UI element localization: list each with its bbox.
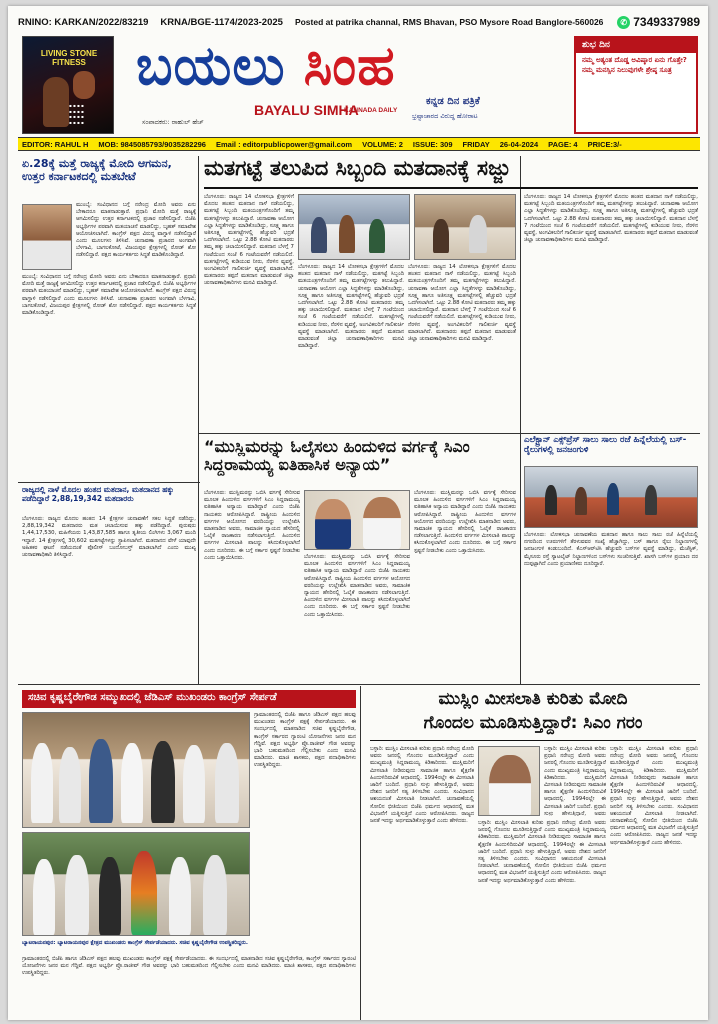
- person-figure: [339, 215, 355, 253]
- story-6-body-bottom: ಗ್ರಾಮಾಂತರದಲ್ಲಿ ಬಿಜೆಪಿ ಹಾಗೂ ಜೆಡಿಎಸ್ ಪಕ್ಷದ ಹಲವು ಮುಖಂಡರು ಕಾಂಗ್ರೆಸ್ ಪಕ್ಷಕ್ಕೆ ಸೇರ್ಪಡೆಯಾದರು. ಈ ಸಂದರ್ಭದಲ್ಲಿ ಮಾತನಾಡಿದ ಸಚಿವ ಕೃಷ್ಣಬೈರೇಗೌಡ, ಕಾಂಗ್ರೆಸ್ ಸರ್ಕಾರದ ಗ್ಯಾರಂಟಿ ಯೋಜನೆಗಳು ಜನರ ಮನ ಗೆದ್ದಿವೆ. ಪಕ್ಷದ ಅಭ್ಯರ್ಥಿ ಪ್ರೊ.ರಾಜೀವ್ ಗೌಡ ಅವರನ್ನು ಭಾರಿ ಬಹುಮತದಿಂದ ಗೆಲ್ಲಿಸಬೇಕು ಎಂದು ಮನವಿ ಮಾಡಿದರು. ಮಾಜಿ ಶಾಸಕರು, ಪಕ್ಷದ ಪದಾಧಿಕಾರಿಗಳು ಉಪಸ್ಥಿತರಿದ್ದರು.: [22, 956, 356, 977]
- person-figure: [215, 743, 239, 823]
- person-figure: [607, 483, 619, 515]
- ad-person-figure: [43, 77, 69, 127]
- story-1-headline: ಏ.28ಕ್ಕೆ ಮತ್ತೆ ರಾಜ್ಯಕ್ಕೆ ಮೋದಿ ಆಗಮನ, ಉತ್ತರ ಕರ್ನಾಟಕದಲ್ಲಿ ಮತಬೇಟೆ: [22, 158, 172, 183]
- column-divider: [198, 156, 199, 684]
- rni-number: RNINO: KARKAN/2022/83219: [18, 16, 149, 28]
- thought-of-the-day-box: [574, 36, 698, 134]
- story-4-body-col3: ಬೆಂಗಳೂರು: ಮುಸ್ಲಿಮರನ್ನು ಒಬಿಸಿ ವರ್ಗಕ್ಕೆ ಸೇರಿಸುವ ಮೂಲಕ ಹಿಂದುಳಿದ ವರ್ಗಗಳಿಗೆ ಸಿಎಂ ಸಿದ್ದರಾಮಯ್ಯ ಐತಿಹಾಸಿಕ ಅನ್ಯಾಯ ಮಾಡಿದ್ದಾರೆ ಎಂದು ಬಿಜೆಪಿ ನಾಯಕರು ಆರೋಪಿಸಿದ್ದಾರೆ. ರಾಷ್ಟ್ರೀಯ ಹಿಂದುಳಿದ ವರ್ಗಗಳ ಆಯೋಗದ ವರದಿಯನ್ನು ಉಲ್ಲೇಖಿಸಿ ಮಾತನಾಡಿದ ಅವರು, ಸಾಮಾಜಿಕ ನ್ಯಾಯದ ಹೆಸರಿನಲ್ಲಿ ಓಲೈಕೆ ರಾಜಕಾರಣ ನಡೆಸಲಾಗುತ್ತಿದೆ. ಹಿಂದುಳಿದ ವರ್ಗಗಳ ಮೀಸಲಾತಿ ಪಾಲನ್ನು ಕಸಿದುಕೊಳ್ಳಲಾಗಿದೆ ಎಂದು ದೂರಿದರು. ಈ ಬಗ್ಗೆ ಸರ್ಕಾರ ಸ್ಪಷ್ಟನೆ ನೀಡಬೇಕು ಎಂದು ಒತ್ತಾಯಿಸಿದರು.: [414, 490, 516, 554]
- fitness-advertisement: [22, 36, 114, 134]
- person-figure: [169, 857, 191, 935]
- congress-joining-photo-2: [22, 832, 250, 936]
- english-tagline: KANNADA DAILY: [344, 107, 398, 114]
- ad-title: LIVING STONE FITNESS: [40, 49, 98, 68]
- story-1-body-upper: ಮುಂಬೈ: ಸಂವಿಧಾನದ ಬಗ್ಗೆ ನರೇಂದ್ರ ಮೋದಿ ಅವರು ಏನು ಬೇಕಾದರೂ ಮಾತನಾಡುತ್ತಾರೆ. ಪ್ರಧಾನಿ ಮೋದಿ ಮತ್ತೆ ರಾಜ್ಯಕ್ಕೆ ಆಗಮಿಸಲಿದ್ದು ಉತ್ತರ ಕರ್ನಾಟಕದಲ್ಲಿ ಪ್ರಚಾರ ನಡೆಸಲಿದ್ದಾರೆ. ಬಿಜೆಪಿ ಅಭ್ಯರ್ಥಿಗಳ ಪರವಾಗಿ ಮತಯಾಚನೆ ಮಾಡಲಿದ್ದು, ಬೃಹತ್ ಸಮಾವೇಶ ಆಯೋಜಿಸಲಾಗಿದೆ. ಕಾಂಗ್ರೆಸ್ ಪಕ್ಷದ ವಿರುದ್ಧ ವಾಗ್ದಾಳಿ ನಡೆಸಲಿದ್ದಾರೆ ಎಂದು ಮೂಲಗಳು ತಿಳಿಸಿವೆ. ಚುನಾವಣಾ ಪ್ರಚಾರದ ಅಂಗವಾಗಿ ಬೆಳಗಾವಿ, ಬಾಗಲಕೋಟೆ, ವಿಜಯಪುರ ಕ್ಷೇತ್ರಗಳಲ್ಲಿ ರೋಡ್ ಶೋ ನಡೆಸಲಿದ್ದಾರೆ. ಪಕ್ಷದ ಕಾರ್ಯಕರ್ತರು ಸಿದ್ಧತೆ ಮಾಡಿಕೊಂಡಿದ್ದಾರೆ.: [76, 202, 196, 259]
- person-figure: [65, 855, 89, 935]
- person-figure: [183, 745, 205, 823]
- person-figure: [59, 747, 81, 823]
- story-6-caption: ಬ್ಯಾಟರಾಯನಪುರ: ಬ್ಯಾಟರಾಯನಪುರ ಕ್ಷೇತ್ರದ ಮುಖಂಡರು ಕಾಂಗ್ರೆಸ್ ಸೇರ್ಪಡೆಯಾದರು. ಸಚಿವ ಕೃಷ್ಣಬೈರೇಗೌಡ ಉಪಸ್ಥಿತರಿದ್ದರು.: [22, 940, 248, 946]
- date: 26-04-2024: [499, 139, 539, 149]
- person-figure: [489, 755, 531, 816]
- polling-staff-photo: [298, 194, 410, 260]
- slogan: ಭ್ರಷ್ಟಾಚಾರದ ವಿರುದ್ಧ ಹೋರಾಟ: [412, 112, 478, 120]
- story-6-headline: ಸಚಿವ ಕೃಷ್ಣಬೈರೇಗೌಡ ಸಮ್ಮುಖದಲ್ಲಿ ಜೆಡಿಎಸ್ ಮುಖಂಡರು ಕಾಂಗ್ರೆಸ್ ಸೇರ್ಪಡೆ: [22, 690, 356, 708]
- ad-price-list: ▪ ▪ ▪ ▪ ▪ ▪ ▪ ▪ ▪ ▪ ▪ ▪ ▪ ▪ ▪ ▪: [69, 103, 84, 125]
- story-6-body-col: ಗ್ರಾಮಾಂತರದಲ್ಲಿ ಬಿಜೆಪಿ ಹಾಗೂ ಜೆಡಿಎಸ್ ಪಕ್ಷದ ಹಲವು ಮುಖಂಡರು ಕಾಂಗ್ರೆಸ್ ಪಕ್ಷಕ್ಕೆ ಸೇರ್ಪಡೆಯಾದರು. ಈ ಸಂದರ್ಭದಲ್ಲಿ ಮಾತನಾಡಿದ ಸಚಿವ ಕೃಷ್ಣಬೈರೇಗೌಡ, ಕಾಂಗ್ರೆಸ್ ಸರ್ಕಾರದ ಗ್ಯಾರಂಟಿ ಯೋಜನೆಗಳು ಜನರ ಮನ ಗೆದ್ದಿವೆ. ಪಕ್ಷದ ಅಭ್ಯರ್ಥಿ ಪ್ರೊ.ರಾಜೀವ್ ಗೌಡ ಅವರನ್ನು ಭಾರಿ ಬಹುಮತದಿಂದ ಗೆಲ್ಲಿಸಬೇಕು ಎಂದು ಮನವಿ ಮಾಡಿದರು. ಮಾಜಿ ಶಾಸಕರು, ಪಕ್ಷದ ಪದಾಧಿಕಾರಿಗಳು ಉಪಸ್ಥಿತರಿದ್ದರು.: [254, 712, 356, 769]
- email: Email : editorpublicpower@gmail.com: [215, 139, 353, 149]
- masthead: [126, 32, 564, 132]
- person-figure: [31, 743, 53, 823]
- person-figure: [575, 487, 587, 515]
- posted-info: Posted at patrika channal, RMS Bhavan, PSO Mysore Road Banglore-560026: [294, 17, 604, 27]
- info-bar: [18, 137, 700, 151]
- person-figure: [433, 219, 449, 253]
- row-divider: [18, 684, 700, 685]
- row-divider: [198, 433, 700, 434]
- polling-booth-photo: [414, 194, 516, 260]
- column-divider: [520, 156, 521, 684]
- story-2-body-col1: ಬೆಂಗಳೂರು: ರಾಜ್ಯದ 14 ಲೋಕಸಭಾ ಕ್ಷೇತ್ರಗಳಿಗೆ ಮೊದಲ ಹಂತದ ಮತದಾನ ನಾಳೆ ನಡೆಯಲಿದ್ದು, ಮತಗಟ್ಟೆ ಸಿಬ್ಬಂದಿ ಮತಯಂತ್ರಗಳೊಂದಿಗೆ ತಮ್ಮ ಮತಗಟ್ಟೆಗಳನ್ನು ತಲುಪಿದ್ದಾರೆ. ಚುನಾವಣಾ ಆಯೋಗ ಎಲ್ಲಾ ಸಿದ್ಧತೆಗಳನ್ನು ಮಾಡಿಕೊಂಡಿದ್ದು, ಸೂಕ್ಷ್ಮ ಹಾಗೂ ಅತಿಸೂಕ್ಷ್ಮ ಮತಗಟ್ಟೆಗಳಲ್ಲಿ ಹೆಚ್ಚುವರಿ ಭದ್ರತೆ ಒದಗಿಸಲಾಗಿದೆ. ಒಟ್ಟು 2.88 ಕೋಟಿ ಮತದಾರರು ತಮ್ಮ ಹಕ್ಕು ಚಲಾಯಿಸಲಿದ್ದಾರೆ. ಮತದಾನ ಬೆಳಗ್ಗೆ 7 ಗಂಟೆಯಿಂದ ಸಂಜೆ 6 ಗಂಟೆಯವರೆಗೆ ನಡೆಯಲಿದೆ. ಮತಗಟ್ಟೆಗಳಲ್ಲಿ ಕುಡಿಯುವ ನೀರು, ನೆರಳಿನ ವ್ಯವಸ್ಥೆ, ಅಂಗವಿಕಲರಿಗೆ ಗಾಲಿಕುರ್ಚಿ ವ್ಯವಸ್ಥೆ ಮಾಡಲಾಗಿದೆ. ಮತದಾರರು ತಪ್ಪದೆ ಮತದಾನ ಮಾಡುವಂತೆ ಜಿಲ್ಲಾ ಚುನಾವಣಾಧಿಕಾರಿಗಳು ಮನವಿ ಮಾಡಿದ್ದಾರೆ.: [204, 194, 294, 287]
- story-5-headline: ಎಲೆಕ್ಟ್ರಾನ್ ಎಕ್ಸ್‌ಪ್ರೆಸ್ ಸಾಲು ಸಾಲು ರಜೆ ಹಿನ್ನೆಲೆಯಲ್ಲಿ ಬಸ್-ರೈಲುಗಳಲ್ಲಿ ಜನಜಂಗುಳಿ: [524, 436, 687, 455]
- story-5-body: ಬೆಂಗಳೂರು: ಲೋಕಸಭಾ ಚುನಾವಣೆಯ ಮತದಾನ ಹಾಗೂ ಸಾಲು ಸಾಲು ರಜೆ ಹಿನ್ನೆಲೆಯಲ್ಲಿ ನಗರದಿಂದ ಊರುಗಳಿಗೆ ತೆರಳುವವರ ಸಂಖ್ಯೆ ಹೆಚ್ಚಾಗಿದ್ದು, ಬಸ್ ಹಾಗೂ ರೈಲು ನಿಲ್ದಾಣಗಳಲ್ಲಿ ಜನಜಂಗುಳಿ ಕಂಡುಬಂದಿದೆ. ಕೆಎಸ್‌ಆರ್‌ಟಿಸಿ ಹೆಚ್ಚುವರಿ ಬಸ್‌ಗಳ ವ್ಯವಸ್ಥೆ ಮಾಡಿದ್ದು, ಮೆಜೆಸ್ಟಿಕ್, ಮೈಸೂರು ರಸ್ತೆ ಸ್ಯಾಟಲೈಟ್ ನಿಲ್ದಾಣಗಳಿಂದ ಬಸ್‌ಗಳು ಸಂಚರಿಸುತ್ತಿವೆ. ಖಾಸಗಿ ಬಸ್‌ಗಳ ಪ್ರಯಾಣ ದರ ದುಪ್ಪಟ್ಟಾಗಿದೆ ಎಂದು ಪ್ರಯಾಣಿಕರು ದೂರಿದ್ದಾರೆ.: [524, 532, 698, 567]
- kannada-tagline: ಕನ್ನಡ ದಿನ ಪತ್ರಿಕೆ: [426, 96, 480, 107]
- person-figure: [369, 219, 385, 253]
- story-7-body-col1: ಬಳ್ಳಾರಿ: ಮುಸ್ಲಿಂ ಮೀಸಲಾತಿ ಕುರಿತು ಪ್ರಧಾನಿ ನರೇಂದ್ರ ಮೋದಿ ಅವರು ಜನರಲ್ಲಿ ಗೊಂದಲ ಮೂಡಿಸುತ್ತಿದ್ದಾರೆ ಎಂದು ಮುಖ್ಯಮಂತ್ರಿ ಸಿದ್ದರಾಮಯ್ಯ ಕಿಡಿಕಾರಿದರು. ಮುಸ್ಲಿಮರಿಗೆ ಮೀಸಲಾತಿ ನೀಡಿರುವುದು ಸಾಮಾಜಿಕ ಹಾಗೂ ಶೈಕ್ಷಣಿಕ ಹಿಂದುಳಿದಿರುವಿಕೆ ಆಧಾರದಲ್ಲಿ. 1994ರಲ್ಲೇ ಈ ಮೀಸಲಾತಿ ಜಾರಿಗೆ ಬಂದಿದೆ. ಪ್ರಧಾನಿ ಸುಳ್ಳು ಹೇಳುತ್ತಿದ್ದಾರೆ, ಅವರು ದೇಶದ ಜನರಿಗೆ ಸತ್ಯ ತಿಳಿಸಬೇಕು ಎಂದರು. ಸಂವಿಧಾನದ ಆಶಯದಂತೆ ಮೀಸಲಾತಿ ನೀಡಲಾಗಿದೆ. ಚುನಾವಣೆಯಲ್ಲಿ ಸೋಲಿನ ಭೀತಿಯಿಂದ ಬಿಜೆಪಿ ಧರ್ಮದ ಆಧಾರದಲ್ಲಿ ಮತ ವಿಭಜನೆಗೆ ಯತ್ನಿಸುತ್ತಿದೆ ಎಂದು ಆರೋಪಿಸಿದರು. ರಾಜ್ಯದ ಜನತೆ ಇದನ್ನು ಅರ್ಥಮಾಡಿಕೊಳ್ಳುತ್ತಾರೆ ಎಂದು ಹೇಳಿದರು.: [370, 746, 474, 825]
- story-2-body-col3: ಬೆಂಗಳೂರು: ರಾಜ್ಯದ 14 ಲೋಕಸಭಾ ಕ್ಷೇತ್ರಗಳಿಗೆ ಮೊದಲ ಹಂತದ ಮತದಾನ ನಾಳೆ ನಡೆಯಲಿದ್ದು, ಮತಗಟ್ಟೆ ಸಿಬ್ಬಂದಿ ಮತಯಂತ್ರಗಳೊಂದಿಗೆ ತಮ್ಮ ಮತಗಟ್ಟೆಗಳನ್ನು ತಲುಪಿದ್ದಾರೆ. ಚುನಾವಣಾ ಆಯೋಗ ಎಲ್ಲಾ ಸಿದ್ಧತೆಗಳನ್ನು ಮಾಡಿಕೊಂಡಿದ್ದು, ಸೂಕ್ಷ್ಮ ಹಾಗೂ ಅತಿಸೂಕ್ಷ್ಮ ಮತಗಟ್ಟೆಗಳಲ್ಲಿ ಹೆಚ್ಚುವರಿ ಭದ್ರತೆ ಒದಗಿಸಲಾಗಿದೆ. ಒಟ್ಟು 2.88 ಕೋಟಿ ಮತದಾರರು ತಮ್ಮ ಹಕ್ಕು ಚಲಾಯಿಸಲಿದ್ದಾರೆ. ಮತದಾನ ಬೆಳಗ್ಗೆ 7 ಗಂಟೆಯಿಂದ ಸಂಜೆ 6 ಗಂಟೆಯವರೆಗೆ ನಡೆಯಲಿದೆ. ಮತಗಟ್ಟೆಗಳಲ್ಲಿ ಕುಡಿಯುವ ನೀರು, ನೆರಳಿನ ವ್ಯವಸ್ಥೆ, ಅಂಗವಿಕಲರಿಗೆ ಗಾಲಿಕುರ್ಚಿ ವ್ಯವಸ್ಥೆ ಮಾಡಲಾಗಿದೆ. ಮತದಾರರು ತಪ್ಪದೆ ಮತದಾನ ಮಾಡುವಂತೆ ಜಿಲ್ಲಾ ಚುನಾವಣಾಧಿಕಾರಿಗಳು ಮನವಿ ಮಾಡಿದ್ದಾರೆ.: [408, 264, 516, 343]
- whatsapp-icon: ✆: [617, 16, 630, 29]
- whatsapp-contact: [617, 15, 700, 29]
- editor-kannada: ಸಂಪಾದಕರು: ರಾಹುಲ್ ಹೆಚ್: [142, 118, 204, 126]
- weekday: FRIDAY: [462, 139, 490, 149]
- volume: VOLUME: 2: [362, 139, 403, 149]
- editor-name: EDITOR: RAHUL H: [22, 139, 89, 149]
- person-figure: [203, 855, 227, 935]
- row-divider: [18, 482, 200, 483]
- story-3-headline: ರಾಜ್ಯದಲ್ಲಿ ನಾಳೆ ಮೊದಲ ಹಂತದ ಮತದಾನ, ಮತದಾನದ ಹಕ್ಕು ಪಡೆದಿದ್ದಾರೆ 2,88,19,342 ಮತದಾರರು: [22, 486, 174, 503]
- logo-word-1: ಬಯಲು: [136, 34, 286, 97]
- story-7-body-col2: ಬಳ್ಳಾರಿ: ಮುಸ್ಲಿಂ ಮೀಸಲಾತಿ ಕುರಿತು ಪ್ರಧಾನಿ ನರೇಂದ್ರ ಮೋದಿ ಅವರು ಜನರಲ್ಲಿ ಗೊಂದಲ ಮೂಡಿಸುತ್ತಿದ್ದಾರೆ ಎಂದು ಮುಖ್ಯಮಂತ್ರಿ ಸಿದ್ದರಾಮಯ್ಯ ಕಿಡಿಕಾರಿದರು. ಮುಸ್ಲಿಮರಿಗೆ ಮೀಸಲಾತಿ ನೀಡಿರುವುದು ಸಾಮಾಜಿಕ ಹಾಗೂ ಶೈಕ್ಷಣಿಕ ಹಿಂದುಳಿದಿರುವಿಕೆ ಆಧಾರದಲ್ಲಿ. 1994ರಲ್ಲೇ ಈ ಮೀಸಲಾತಿ ಜಾರಿಗೆ ಬಂದಿದೆ. ಪ್ರಧಾನಿ ಸುಳ್ಳು ಹೇಳುತ್ತಿದ್ದಾರೆ, ಅವರು ದೇಶದ ಜನರಿಗೆ ಸತ್ಯ ತಿಳಿಸಬೇಕು ಎಂದರು. ಸಂವಿಧಾನದ ಆಶಯದಂತೆ ಮೀಸಲಾತಿ ನೀಡಲಾಗಿದೆ. ಚುನಾವಣೆಯಲ್ಲಿ ಸೋಲಿನ ಭೀತಿಯಿಂದ ಬಿಜೆಪಿ ಧರ್ಮದ ಆಧಾರದಲ್ಲಿ ಮತ ವಿಭಜನೆಗೆ ಯತ್ನಿಸುತ್ತಿದೆ ಎಂದು ಆರೋಪಿಸಿದರು. ರಾಜ್ಯದ ಜನತೆ ಇದನ್ನು ಅರ್ಥಮಾಡಿಕೊಳ್ಳುತ್ತಾರೆ ಎಂದು ಹೇಳಿದರು.: [478, 820, 606, 884]
- phone-number: 7349337989: [633, 15, 700, 29]
- thought-title: ಶುಭ ದಿನ: [576, 38, 696, 53]
- story-2-body-col4: ಬೆಂಗಳೂರು: ರಾಜ್ಯದ 14 ಲೋಕಸಭಾ ಕ್ಷೇತ್ರಗಳಿಗೆ ಮೊದಲ ಹಂತದ ಮತದಾನ ನಾಳೆ ನಡೆಯಲಿದ್ದು, ಮತಗಟ್ಟೆ ಸಿಬ್ಬಂದಿ ಮತಯಂತ್ರಗಳೊಂದಿಗೆ ತಮ್ಮ ಮತಗಟ್ಟೆಗಳನ್ನು ತಲುಪಿದ್ದಾರೆ. ಚುನಾವಣಾ ಆಯೋಗ ಎಲ್ಲಾ ಸಿದ್ಧತೆಗಳನ್ನು ಮಾಡಿಕೊಂಡಿದ್ದು, ಸೂಕ್ಷ್ಮ ಹಾಗೂ ಅತಿಸೂಕ್ಷ್ಮ ಮತಗಟ್ಟೆಗಳಲ್ಲಿ ಹೆಚ್ಚುವರಿ ಭದ್ರತೆ ಒದಗಿಸಲಾಗಿದೆ. ಒಟ್ಟು 2.88 ಕೋಟಿ ಮತದಾರರು ತಮ್ಮ ಹಕ್ಕು ಚಲಾಯಿಸಲಿದ್ದಾರೆ. ಮತದಾನ ಬೆಳಗ್ಗೆ 7 ಗಂಟೆಯಿಂದ ಸಂಜೆ 6 ಗಂಟೆಯವರೆಗೆ ನಡೆಯಲಿದೆ. ಮತಗಟ್ಟೆಗಳಲ್ಲಿ ಕುಡಿಯುವ ನೀರು, ನೆರಳಿನ ವ್ಯವಸ್ಥೆ, ಅಂಗವಿಕಲರಿಗೆ ಗಾಲಿಕುರ್ಚಿ ವ್ಯವಸ್ಥೆ ಮಾಡಲಾಗಿದೆ. ಮತದಾರರು ತಪ್ಪದೆ ಮತದಾನ ಮಾಡುವಂತೆ ಜಿಲ್ಲಾ ಚುನಾವಣಾಧಿಕಾರಿಗಳು ಮನವಿ ಮಾಡಿದ್ದಾರೆ.: [524, 194, 698, 244]
- story-4-headline: “ಮುಸ್ಲಿಮರನ್ನು ಓಲೈಸಲು ಹಿಂದುಳಿದ ವರ್ಗಕ್ಕೆ ಸಿಎಂ ಸಿದ್ದರಾಮಯ್ಯ ಐತಿಹಾಸಿಕ ಅನ್ಯಾಯ”: [204, 438, 470, 475]
- headline-underline: [370, 740, 696, 741]
- chief-minister-portrait: [478, 746, 540, 816]
- newspaper-logo: [136, 34, 396, 98]
- price: PRICE:3/-: [587, 139, 622, 149]
- headline-underline: [204, 187, 698, 189]
- registration-line: [18, 13, 700, 31]
- story-7-body-col3: ಬಳ್ಳಾರಿ: ಮುಸ್ಲಿಂ ಮೀಸಲಾತಿ ಕುರಿತು ಪ್ರಧಾನಿ ನರೇಂದ್ರ ಮೋದಿ ಅವರು ಜನರಲ್ಲಿ ಗೊಂದಲ ಮೂಡಿಸುತ್ತಿದ್ದಾರೆ ಎಂದು ಮುಖ್ಯಮಂತ್ರಿ ಸಿದ್ದರಾಮಯ್ಯ ಕಿಡಿಕಾರಿದರು. ಮುಸ್ಲಿಮರಿಗೆ ಮೀಸಲಾತಿ ನೀಡಿರುವುದು ಸಾಮಾಜಿಕ ಹಾಗೂ ಶೈಕ್ಷಣಿಕ ಹಿಂದುಳಿದಿರುವಿಕೆ ಆಧಾರದಲ್ಲಿ. 1994ರಲ್ಲೇ ಈ ಮೀಸಲಾತಿ ಜಾರಿಗೆ ಬಂದಿದೆ. ಪ್ರಧಾನಿ ಸುಳ್ಳು ಹೇಳುತ್ತಿದ್ದಾರೆ, ಅವರು ದೇಶದ ಜನರಿಗೆ ಸತ್ಯ ತಿಳಿಸಬೇಕು ಎಂದರು. ಸಂವಿಧಾನದ ಆಶಯದಂತೆ ಮೀಸಲಾತಿ ನೀಡಲಾಗಿದೆ. ಚುನಾವಣೆಯಲ್ಲಿ ಸೋಲಿನ ಭೀತಿಯಿಂದ ಬಿಜೆಪಿ ಧರ್ಮದ ಆಧಾರದಲ್ಲಿ ಮತ ವಿಭಜನೆಗೆ ಯತ್ನಿಸುತ್ತಿದೆ ಎಂದು ಆರೋಪಿಸಿದರು. ರಾಜ್ಯದ ಜನತೆ ಇದನ್ನು ಅರ್ಥಮಾಡಿಕೊಳ್ಳುತ್ತಾರೆ ಎಂದು ಹೇಳಿದರು.: [610, 746, 698, 846]
- person-figure: [645, 485, 657, 515]
- page-number: PAGE: 4: [548, 139, 578, 149]
- story-4-body-col2: ಬೆಂಗಳೂರು: ಮುಸ್ಲಿಮರನ್ನು ಒಬಿಸಿ ವರ್ಗಕ್ಕೆ ಸೇರಿಸುವ ಮೂಲಕ ಹಿಂದುಳಿದ ವರ್ಗಗಳಿಗೆ ಸಿಎಂ ಸಿದ್ದರಾಮಯ್ಯ ಐತಿಹಾಸಿಕ ಅನ್ಯಾಯ ಮಾಡಿದ್ದಾರೆ ಎಂದು ಬಿಜೆಪಿ ನಾಯಕರು ಆರೋಪಿಸಿದ್ದಾರೆ. ರಾಷ್ಟ್ರೀಯ ಹಿಂದುಳಿದ ವರ್ಗಗಳ ಆಯೋಗದ ವರದಿಯನ್ನು ಉಲ್ಲೇಖಿಸಿ ಮಾತನಾಡಿದ ಅವರು, ಸಾಮಾಜಿಕ ನ್ಯಾಯದ ಹೆಸರಿನಲ್ಲಿ ಓಲೈಕೆ ರಾಜಕಾರಣ ನಡೆಸಲಾಗುತ್ತಿದೆ. ಹಿಂದುಳಿದ ವರ್ಗಗಳ ಮೀಸಲಾತಿ ಪಾಲನ್ನು ಕಸಿದುಕೊಳ್ಳಲಾಗಿದೆ ಎಂದು ದೂರಿದರು. ಈ ಬಗ್ಗೆ ಸರ್ಕಾರ ಸ್ಪಷ್ಟನೆ ನೀಡಬೇಕು ಎಂದು ಒತ್ತಾಯಿಸಿದರು.: [304, 554, 410, 618]
- person-figure: [363, 497, 401, 549]
- person-figure: [311, 217, 327, 253]
- person-figure: [315, 499, 351, 549]
- english-name: BAYALU SIMHA: [254, 102, 359, 118]
- story-3-body: ಬೆಂಗಳೂರು: ರಾಜ್ಯದ ಮೊದಲ ಹಂತದ 14 ಕ್ಷೇತ್ರಗಳ ಚುನಾವಣೆಗೆ ಸಕಲ ಸಿದ್ಧತೆ ನಡೆದಿದ್ದು, 2,88,19,342 ಮತದಾರರು ಮತ ಚಲಾಯಿಸುವ ಹಕ್ಕು ಪಡೆದಿದ್ದಾರೆ. ಪುರುಷರು 1,44,17,530, ಮಹಿಳೆಯರು 1,43,87,585 ಹಾಗೂ ತೃತೀಯ ಲಿಂಗಿಗಳು 3,067 ಮಂದಿ ಇದ್ದಾರೆ. 14 ಕ್ಷೇತ್ರಗಳಲ್ಲಿ 30,602 ಮತಗಟ್ಟೆಗಳನ್ನು ಸ್ಥಾಪಿಸಲಾಗಿದೆ. ಮತದಾನದ ವೇಳೆ ಯಾವುದೇ ಅಹಿತಕರ ಘಟನೆ ನಡೆಯದಂತೆ ಪೊಲೀಸ್ ಬಂದೋಬಸ್ತ್ ಮಾಡಲಾಗಿದೆ ಎಂದು ಮುಖ್ಯ ಚುನಾವಣಾಧಿಕಾರಿ ತಿಳಿಸಿದ್ದಾರೆ.: [22, 516, 196, 559]
- congress-joining-photo-1: [22, 712, 250, 828]
- thought-text: ನಮ್ಮ ಅತ್ಯಂತ ದೊಡ್ಡ ಅವಿಷ್ಕಾರ ಏನು ಗೊತ್ತೇ? ನಮ್ಮ ಮನಸ್ಸಿನ ನಿಲುವುಗಳೇ ಶ್ರೇಷ್ಠ ಸೂತ್ರ: [582, 56, 687, 74]
- story-4-body-col1: ಬೆಂಗಳೂರು: ಮುಸ್ಲಿಮರನ್ನು ಒಬಿಸಿ ವರ್ಗಕ್ಕೆ ಸೇರಿಸುವ ಮೂಲಕ ಹಿಂದುಳಿದ ವರ್ಗಗಳಿಗೆ ಸಿಎಂ ಸಿದ್ದರಾಮಯ್ಯ ಐತಿಹಾಸಿಕ ಅನ್ಯಾಯ ಮಾಡಿದ್ದಾರೆ ಎಂದು ಬಿಜೆಪಿ ನಾಯಕರು ಆರೋಪಿಸಿದ್ದಾರೆ. ರಾಷ್ಟ್ರೀಯ ಹಿಂದುಳಿದ ವರ್ಗಗಳ ಆಯೋಗದ ವರದಿಯನ್ನು ಉಲ್ಲೇಖಿಸಿ ಮಾತನಾಡಿದ ಅವರು, ಸಾಮಾಜಿಕ ನ್ಯಾಯದ ಹೆಸರಿನಲ್ಲಿ ಓಲೈಕೆ ರಾಜಕಾರಣ ನಡೆಸಲಾಗುತ್ತಿದೆ. ಹಿಂದುಳಿದ ವರ್ಗಗಳ ಮೀಸಲಾತಿ ಪಾಲನ್ನು ಕಸಿದುಕೊಳ್ಳಲಾಗಿದೆ ಎಂದು ದೂರಿದರು. ಈ ಬಗ್ಗೆ ಸರ್ಕಾರ ಸ್ಪಷ್ಟನೆ ನೀಡಬೇಕು ಎಂದು ಒತ್ತಾಯಿಸಿದರು.: [204, 490, 300, 561]
- story-7-body-col2-upper: ಬಳ್ಳಾರಿ: ಮುಸ್ಲಿಂ ಮೀಸಲಾತಿ ಕುರಿತು ಪ್ರಧಾನಿ ನರೇಂದ್ರ ಮೋದಿ ಅವರು ಜನರಲ್ಲಿ ಗೊಂದಲ ಮೂಡಿಸುತ್ತಿದ್ದಾರೆ ಎಂದು ಮುಖ್ಯಮಂತ್ರಿ ಸಿದ್ದರಾಮಯ್ಯ ಕಿಡಿಕಾರಿದರು. ಮುಸ್ಲಿಮರಿಗೆ ಮೀಸಲಾತಿ ನೀಡಿರುವುದು ಸಾಮಾಜಿಕ ಹಾಗೂ ಶೈಕ್ಷಣಿಕ ಹಿಂದುಳಿದಿರುವಿಕೆ ಆಧಾರದಲ್ಲಿ. 1994ರಲ್ಲೇ ಈ ಮೀಸಲಾತಿ ಜಾರಿಗೆ ಬಂದಿದೆ. ಪ್ರಧಾನಿ ಸುಳ್ಳು ಹೇಳುತ್ತಿದ್ದಾರೆ, ಅವರು: [544, 746, 606, 816]
- person-figure: [469, 215, 487, 253]
- story-2-body-col2: ಬೆಂಗಳೂರು: ರಾಜ್ಯದ 14 ಲೋಕಸಭಾ ಕ್ಷೇತ್ರಗಳಿಗೆ ಮೊದಲ ಹಂತದ ಮತದಾನ ನಾಳೆ ನಡೆಯಲಿದ್ದು, ಮತಗಟ್ಟೆ ಸಿಬ್ಬಂದಿ ಮತಯಂತ್ರಗಳೊಂದಿಗೆ ತಮ್ಮ ಮತಗಟ್ಟೆಗಳನ್ನು ತಲುಪಿದ್ದಾರೆ. ಚುನಾವಣಾ ಆಯೋಗ ಎಲ್ಲಾ ಸಿದ್ಧತೆಗಳನ್ನು ಮಾಡಿಕೊಂಡಿದ್ದು, ಸೂಕ್ಷ್ಮ ಹಾಗೂ ಅತಿಸೂಕ್ಷ್ಮ ಮತಗಟ್ಟೆಗಳಲ್ಲಿ ಹೆಚ್ಚುವರಿ ಭದ್ರತೆ ಒದಗಿಸಲಾಗಿದೆ. ಒಟ್ಟು 2.88 ಕೋಟಿ ಮತದಾರರು ತಮ್ಮ ಹಕ್ಕು ಚಲಾಯಿಸಲಿದ್ದಾರೆ. ಮತದಾನ ಬೆಳಗ್ಗೆ 7 ಗಂಟೆಯಿಂದ ಸಂಜೆ 6 ಗಂಟೆಯವರೆಗೆ ನಡೆಯಲಿದೆ. ಮತಗಟ್ಟೆಗಳಲ್ಲಿ ಕುಡಿಯುವ ನೀರು, ನೆರಳಿನ ವ್ಯವಸ್ಥೆ, ಅಂಗವಿಕಲರಿಗೆ ಗಾಲಿಕುರ್ಚಿ ವ್ಯವಸ್ಥೆ ಮಾಡಲಾಗಿದೆ. ಮತದಾರರು ತಪ್ಪದೆ ಮತದಾನ ಮಾಡುವಂತೆ ಜಿಲ್ಲಾ ಚುನಾವಣಾಧಿಕಾರಿಗಳು ಮನವಿ ಮಾಡಿದ್ದಾರೆ.: [298, 264, 404, 350]
- crowded-bus-station-photo: [524, 466, 698, 528]
- story-1-body-lower: ಮುಂಬೈ: ಸಂವಿಧಾನದ ಬಗ್ಗೆ ನರೇಂದ್ರ ಮೋದಿ ಅವರು ಏನು ಬೇಕಾದರೂ ಮಾತನಾಡುತ್ತಾರೆ. ಪ್ರಧಾನಿ ಮೋದಿ ಮತ್ತೆ ರಾಜ್ಯಕ್ಕೆ ಆಗಮಿಸಲಿದ್ದು ಉತ್ತರ ಕರ್ನಾಟಕದಲ್ಲಿ ಪ್ರಚಾರ ನಡೆಸಲಿದ್ದಾರೆ. ಬಿಜೆಪಿ ಅಭ್ಯರ್ಥಿಗಳ ಪರವಾಗಿ ಮತಯಾಚನೆ ಮಾಡಲಿದ್ದು, ಬೃಹತ್ ಸಮಾವೇಶ ಆಯೋಜಿಸಲಾಗಿದೆ. ಕಾಂಗ್ರೆಸ್ ಪಕ್ಷದ ವಿರುದ್ಧ ವಾಗ್ದಾಳಿ ನಡೆಸಲಿದ್ದಾರೆ ಎಂದು ಮೂಲಗಳು ತಿಳಿಸಿವೆ. ಚುನಾವಣಾ ಪ್ರಚಾರದ ಅಂಗವಾಗಿ ಬೆಳಗಾವಿ, ಬಾಗಲಕೋಟೆ, ವಿಜಯಪುರ ಕ್ಷೇತ್ರಗಳಲ್ಲಿ ರೋಡ್ ಶೋ ನಡೆಸಲಿದ್ದಾರೆ. ಪಕ್ಷದ ಕಾರ್ಯಕರ್ತರು ಸಿದ್ಧತೆ ಮಾಡಿಕೊಂಡಿದ್ದಾರೆ.: [22, 274, 196, 317]
- mobile-numbers: MOB: 9845085793/9035282296: [98, 139, 206, 149]
- person-figure: [33, 859, 55, 935]
- krna-number: KRNA/BGE-1174/2023-2025: [160, 16, 283, 28]
- newspaper-page: [8, 6, 708, 1020]
- story-2-headline: ಮತಗಟ್ಟೆ ತಲುಪಿದ ಸಿಬ್ಬಂದಿ ಮತದಾನಕ್ಕೆ ಸಜ್ಜು: [204, 156, 511, 180]
- person-figure: [99, 857, 121, 935]
- leaders-photo: [304, 490, 410, 550]
- person-figure: [545, 485, 557, 515]
- ad-person-figure: [73, 71, 95, 99]
- person-figure: [121, 743, 143, 823]
- politician-portrait: [22, 204, 72, 270]
- person-figure: [89, 739, 113, 823]
- person-with-garland: [131, 851, 157, 935]
- logo-word-2: ಸಿಂಹ: [303, 34, 396, 97]
- story-7-headline-line2: ಗೊಂದಲ ಮೂಡಿಸುತ್ತಿದ್ದಾರೆ: ಸಿಎಂ ಗರಂ: [423, 714, 643, 733]
- story-7-headline-line1: ಮುಸ್ಲಿಂ ಮೀಸಲಾತಿ ಕುರಿತು ಮೋದಿ: [438, 690, 628, 709]
- person-figure: [151, 741, 175, 823]
- issue: ISSUE: 309: [412, 139, 453, 149]
- column-divider: [360, 686, 361, 1020]
